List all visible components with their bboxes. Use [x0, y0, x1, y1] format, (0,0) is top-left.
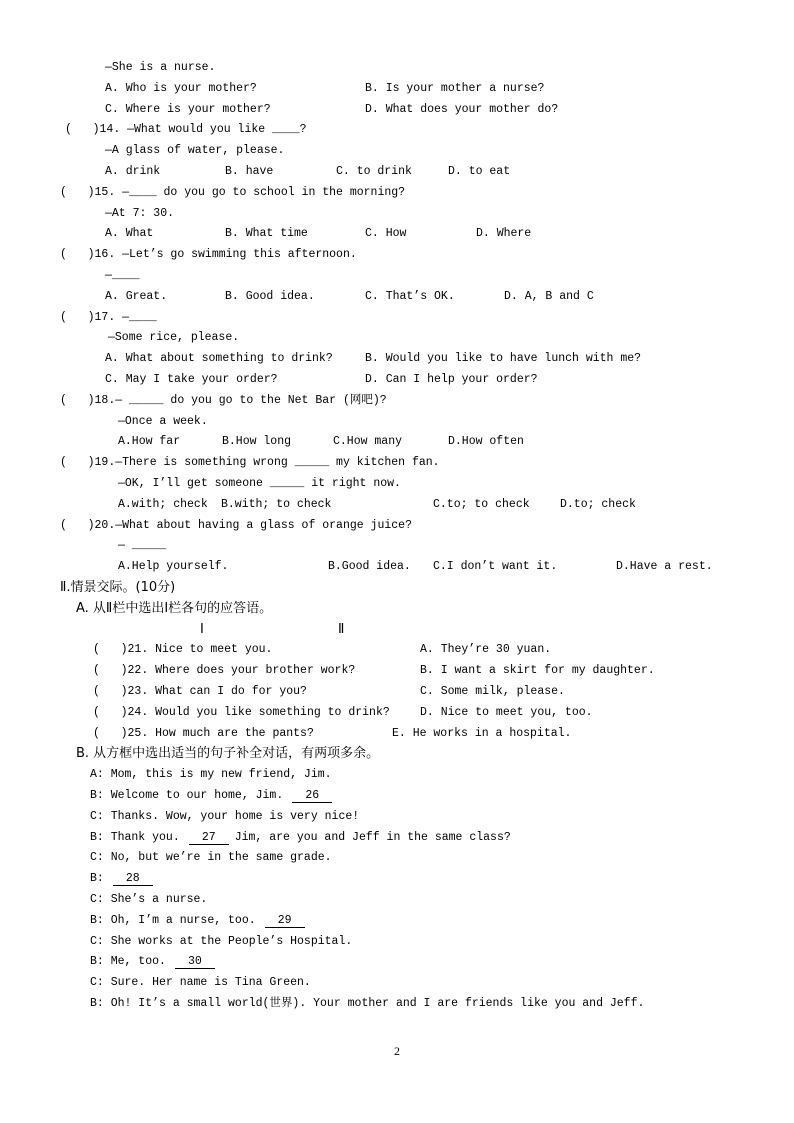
q14-line [0, 120, 794, 141]
q20-option-c: C.I don’t want it. [433, 560, 558, 574]
answer-bracket: ( ) [60, 310, 95, 324]
dialogue-line-7 [0, 890, 794, 911]
q15-reply-line [0, 204, 794, 225]
match-response-e: E. He works in a hospital. [392, 726, 572, 740]
q15-reply: —At 7: 30. [105, 206, 175, 220]
match-row-22 [0, 661, 794, 682]
q14-reply-line [0, 141, 794, 162]
q16-options [0, 287, 794, 308]
q18-reply: —Once a week. [118, 414, 208, 428]
q15-options [0, 224, 794, 245]
q14-options [0, 162, 794, 183]
dialogue-text: B: Thank you. [90, 830, 180, 844]
q18-question [60, 391, 387, 412]
dialogue-text: C: Sure. Her name is Tina Green. [90, 976, 311, 990]
q17-option-c: C. May I take your order? [105, 373, 278, 386]
q14-reply: —A glass of water, please. [105, 144, 285, 158]
dialogue-text: B: Welcome to our home, Jim. [90, 789, 284, 802]
answer-bracket: ( ) [93, 726, 128, 740]
q16-option-b: B. Good idea. [225, 289, 315, 303]
dialogue-line-11 [0, 973, 794, 994]
dialogue-text: C: No, but we’re in the same grade. [90, 851, 332, 865]
page-number: 2 [394, 1044, 400, 1058]
dialogue-sentence [90, 952, 215, 973]
q19-line [0, 453, 794, 474]
q15-option-c: C. How [365, 227, 407, 241]
q17-option-b: B. Would you like to have lunch with me? [365, 352, 642, 366]
match-item-25 [93, 724, 314, 745]
q18-line [0, 391, 794, 412]
q17-line [0, 308, 794, 329]
q17-reply: —Some rice, please. [108, 331, 240, 345]
q20-reply-line [0, 536, 794, 557]
q20-question [60, 516, 412, 537]
q17-reply-line [0, 328, 794, 349]
q16-prompt: 16. —Let’s go swimming this afternoon. [94, 248, 357, 262]
dialogue-text: C: She’s a nurse. [90, 893, 208, 906]
dialogue-text-after: Jim, are you and Jeff in the same class? [234, 830, 511, 844]
match-row-25 [0, 724, 794, 745]
q17-prompt: 17. —____ [94, 310, 157, 324]
answer-bracket: ( ) [93, 685, 128, 698]
q18-prompt: 18.— _____ do you go to the Net Bar (网吧)? [94, 393, 387, 407]
q15-line [0, 183, 794, 204]
match-row-24 [0, 703, 794, 724]
column-i-header: Ⅰ [200, 621, 204, 637]
section-a-instruction: A. 从Ⅱ栏中选出Ⅰ栏各句的应答语。 [76, 600, 273, 616]
match-prompt: 23. What can I do for you? [127, 685, 307, 698]
dialogue-sentence [90, 869, 153, 890]
match-prompt: 25. How much are the pants? [127, 726, 314, 740]
match-prompt: 22. Where does your brother work? [127, 664, 356, 678]
q16-question [60, 245, 357, 266]
section-b-instruction-line [0, 744, 794, 765]
dialogue-line-3 [0, 807, 794, 828]
q18-options [0, 432, 794, 453]
blank-28: 28 [113, 873, 153, 886]
q17-options-cd [0, 370, 794, 391]
q20-options [0, 557, 794, 578]
q19-question [60, 453, 440, 474]
dialogue-text: B: [90, 872, 104, 886]
blank-29: 29 [265, 915, 305, 928]
dialogue-text: C: Thanks. Wow, your home is very nice! [90, 809, 360, 823]
q17-question [60, 308, 157, 329]
q15-option-a: A. What [105, 227, 154, 241]
q15-option-d: D. Where [476, 227, 532, 241]
dialogue-line-1 [0, 765, 794, 786]
q16-reply-line [0, 266, 794, 287]
q19-reply-line [0, 474, 794, 495]
q19-option-c: C.to; to check [433, 497, 530, 511]
q19-options [0, 495, 794, 516]
answer-bracket: ( ) [65, 123, 100, 137]
q13-option-b: B. Is your mother a nurse? [365, 81, 545, 95]
q15-prompt: 15. —____ do you go to school in the morning? [94, 185, 406, 199]
match-response-c: C. Some milk, please. [420, 685, 565, 698]
q19-prompt: 19.—There is something wrong _____ my kitchen fan. [94, 456, 440, 470]
match-row-23 [0, 682, 794, 703]
match-item-21 [93, 640, 272, 661]
q17-option-a: A. What about something to drink? [105, 352, 333, 366]
match-item-23 [93, 682, 307, 703]
q18-reply-line [0, 412, 794, 433]
q14-option-d: D. to eat [448, 165, 511, 178]
dialogue-text: B: Oh, I’m a nurse, too. [90, 913, 256, 927]
section-a-instruction-line [0, 599, 794, 620]
q19-reply: —OK, I’ll get someone _____ it right now. [118, 477, 401, 490]
q16-option-c: C. That’s OK. [365, 289, 455, 303]
answer-bracket: ( ) [60, 393, 95, 407]
q20-line [0, 516, 794, 537]
match-response-a: A. They’re 30 yuan. [420, 643, 552, 657]
dialogue-text: A: Mom, this is my new friend, Jim. [90, 768, 332, 782]
match-prompt: 21. Nice to meet you. [127, 643, 273, 657]
dialogue-line-12 [0, 994, 794, 1015]
match-response-d: D. Nice to meet you, too. [420, 705, 593, 719]
q15-option-b: B. What time [225, 227, 308, 241]
q13-option-a: A. Who is your mother? [105, 81, 257, 95]
section-b-instruction: B. 从方框中选出适当的句子补全对话，有两项多余。 [76, 746, 380, 762]
dialogue-sentence [90, 828, 511, 849]
q17-option-d: D. Can I help your order? [365, 373, 538, 386]
q20-option-d: D.Have a rest. [616, 560, 713, 574]
dialogue-line-8 [0, 911, 794, 932]
dialogue-line-10 [0, 952, 794, 973]
q16-reply: —____ [105, 269, 140, 282]
match-item-22 [93, 661, 355, 682]
dialogue-line-9 [0, 932, 794, 953]
section-a-column-headers [0, 620, 794, 641]
dialogue-line-5 [0, 848, 794, 869]
q17-options-ab [0, 349, 794, 370]
match-item-24 [93, 703, 390, 724]
q15-question [60, 183, 405, 204]
answer-bracket: ( ) [60, 248, 95, 262]
q20-prompt: 20.—What about having a glass of orange juice? [94, 518, 412, 532]
dialogue-text: C: She works at the People’s Hospital. [90, 934, 353, 948]
q14-option-b: B. have [225, 165, 274, 178]
q13-reply-line [0, 58, 794, 79]
dialogue-sentence [90, 786, 332, 807]
match-response-b: B. I want a skirt for my daughter. [420, 664, 655, 678]
q13-reply: —She is a nurse. [105, 61, 216, 74]
part2-title-line [0, 578, 794, 599]
dialogue-line-2 [0, 786, 794, 807]
answer-bracket: ( ) [93, 705, 128, 719]
q20-reply: — _____ [118, 539, 167, 553]
match-row-21 [0, 640, 794, 661]
q14-question [65, 120, 307, 141]
q13-option-d: D. What does your mother do? [365, 102, 559, 116]
q13-option-c: C. Where is your mother? [105, 102, 271, 116]
q13-options-ab [0, 79, 794, 100]
answer-bracket: ( ) [60, 518, 95, 532]
q20-option-a: A.Help yourself. [118, 560, 229, 574]
q20-option-b: B.Good idea. [328, 560, 411, 574]
q19-option-a: A.with; check [118, 497, 208, 511]
q18-option-d: D.How often [448, 435, 524, 449]
q13-options-cd [0, 100, 794, 121]
answer-bracket: ( ) [93, 643, 128, 657]
q19-option-b: B.with; to check [221, 497, 332, 511]
answer-bracket: ( ) [60, 456, 95, 470]
dialogue-sentence [90, 911, 305, 932]
answer-bracket: ( ) [60, 185, 95, 199]
q14-option-a: A. drink [105, 165, 161, 178]
dialogue-text: B: Me, too. [90, 955, 166, 969]
dialogue-line-6 [0, 869, 794, 890]
dialogue-text: B: Oh! It’s a small world(世界). Your mother and I are friends like you and Jeff. [90, 997, 645, 1010]
q19-option-d: D.to; check [560, 497, 636, 511]
answer-bracket: ( ) [93, 664, 128, 678]
q16-line [0, 245, 794, 266]
part2-title: Ⅱ.情景交际。(10分) [60, 580, 176, 595]
dialogue-line-4 [0, 828, 794, 849]
match-prompt: 24. Would you like something to drink? [127, 705, 390, 719]
blank-27: 27 [189, 832, 229, 845]
q18-option-a: A.How far [118, 435, 181, 449]
blank-30: 30 [175, 956, 215, 969]
q18-option-c: C.How many [333, 435, 403, 449]
blank-26: 26 [292, 790, 332, 803]
q14-prompt: 14. —What would you like ____? [99, 123, 307, 137]
q14-option-c: C. to drink [336, 165, 412, 178]
q16-option-a: A. Great. [105, 289, 168, 303]
q18-option-b: B.How long [222, 435, 292, 449]
q16-option-d: D. A, B and C [504, 289, 594, 303]
column-ii-header: Ⅱ [338, 621, 345, 637]
